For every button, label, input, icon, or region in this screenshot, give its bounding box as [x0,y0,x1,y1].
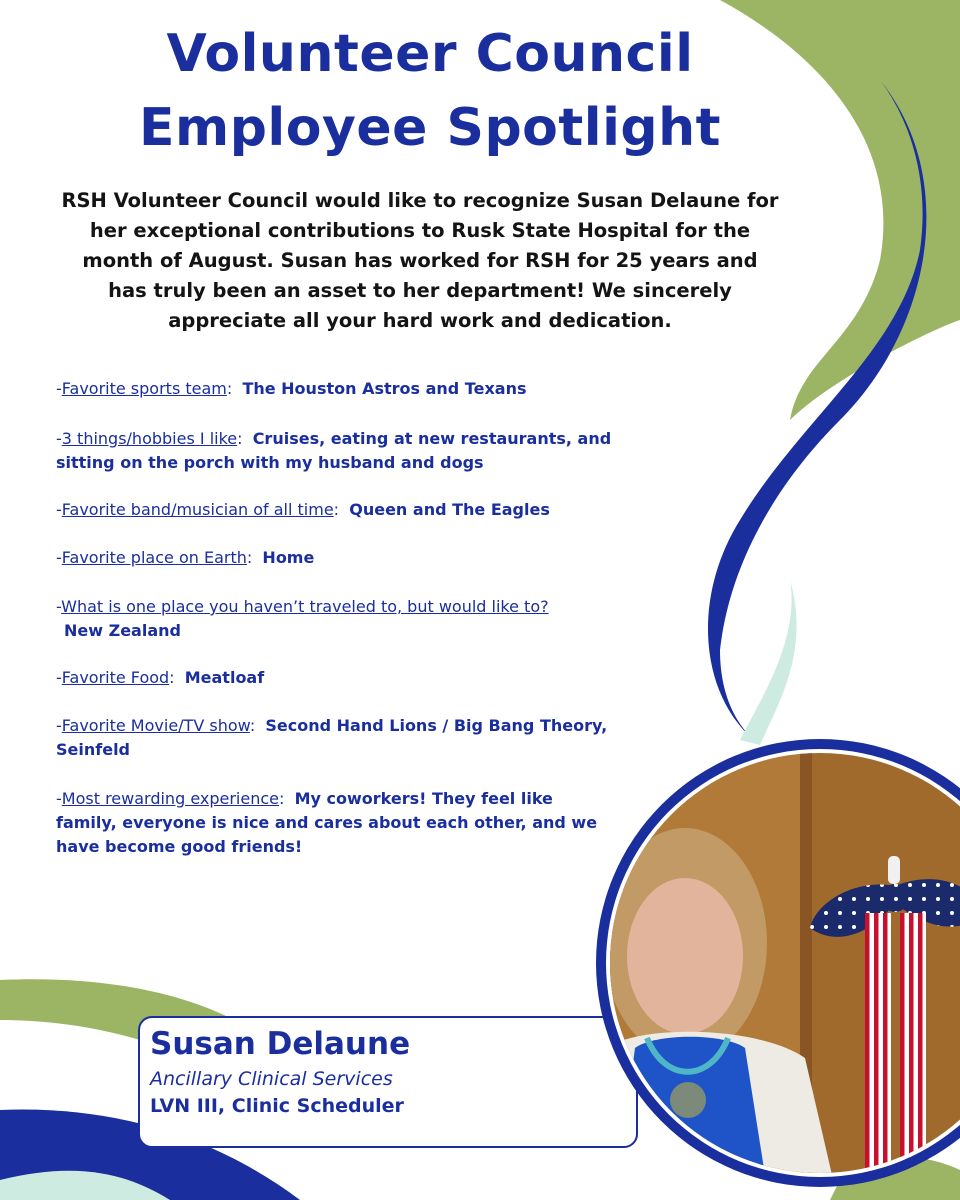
photo-hook [888,856,900,884]
bow-knot [881,884,909,912]
question-label: Most rewarding experience [61,789,279,808]
flag-ribbon-left [865,913,891,1188]
answer-text: Second Hand Lions / Big Bang Theory, Seinfeld [56,716,608,759]
person-name: Susan Delaune [150,1026,411,1062]
answer-text: Home [262,548,315,567]
qa-hobbies: -3 things/hobbies I like: Cruises, eating at new restaurants, and sitting on the porch with my husband and dogs [56,429,612,472]
person-pendant [670,1082,706,1118]
qa-favorite-band: -Favorite band/musician of all time: Queen and The Eagles [56,500,550,519]
mint-wave-right [740,580,797,745]
question-label: What is one place you haven’t traveled to, but would like to? [61,597,549,616]
qa-favorite-sports-team: -Favorite sports team: The Houston Astros and Texans [56,379,527,398]
qa-favorite-food: -Favorite Food: Meatloaf [56,668,265,687]
qa-favorite-place: -Favorite place on Earth: Home [56,548,315,567]
person-department: Ancillary Clinical Services [150,1068,393,1090]
qa-travel-wish: -What is one place you haven’t traveled to, but would like to? New Zealand [56,597,549,640]
answer-text: New Zealand [64,621,181,640]
question-label: 3 things/hobbies I like [61,429,238,448]
qa-rewarding-experience: -Most rewarding experience: My coworkers! They feel like family, everyone is nice and cares about each other, and we have become good friends! [56,789,598,856]
intro-paragraph: RSH Volunteer Council would like to recognize Susan Delaune for her exceptional contributions to Rusk State Hospital for the month of August. Susan has worked for RSH for 25 years and has truly been an asset to her department! We sincerely appreciate all your hard work and dedication. [61,189,779,332]
page-title-line1: Volunteer Council [166,24,694,84]
question-label: Favorite place on Earth [61,548,247,567]
qa-favorite-movie: -Favorite Movie/TV show: Second Hand Lions / Big Bang Theory, Seinfeld [56,716,608,759]
answer-text: Meatloaf [184,668,265,687]
answer-text: The Houston Astros and Texans [242,379,527,398]
question-label: Favorite Food [61,668,170,687]
question-label: Favorite sports team [61,379,227,398]
answer-text: My coworkers! They feel like family, everyone is nice and cares about each other, and we have become good friends! [56,789,598,856]
page-title-line2: Employee Spotlight [138,98,721,158]
person-job-title: LVN III, Clinic Scheduler [150,1095,404,1117]
answer-text: Cruises, eating at new restaurants, and sitting on the porch with my husband and dogs [56,429,612,472]
question-label: Favorite band/musician of all time [61,500,334,519]
person-face [627,878,743,1034]
answer-text: Queen and The Eagles [349,500,550,519]
employee-photo [595,738,960,1188]
question-label: Favorite Movie/TV show [61,716,250,735]
